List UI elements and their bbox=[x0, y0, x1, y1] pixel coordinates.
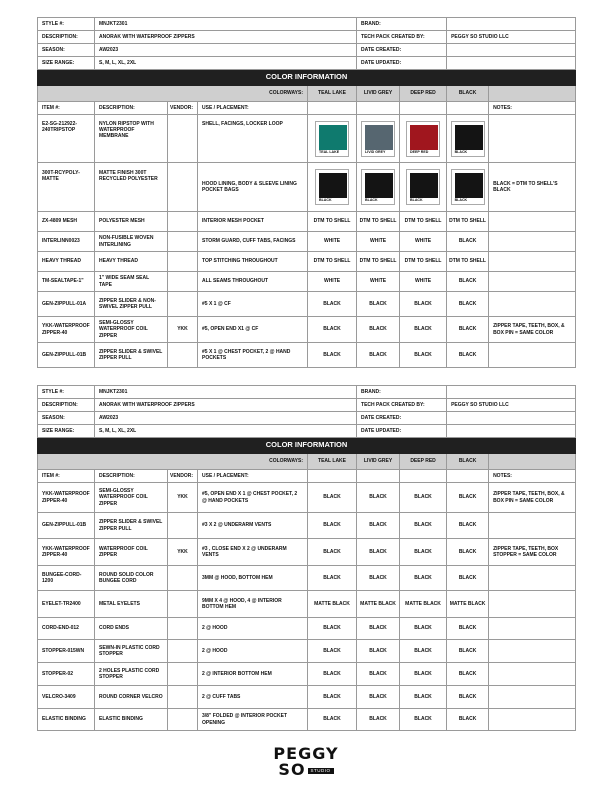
swatch-cell bbox=[400, 163, 447, 212]
use-cell: 2 @ CUFF TABS bbox=[198, 686, 308, 709]
style-label: STYLE #: bbox=[38, 386, 95, 399]
table-row bbox=[38, 317, 576, 343]
colorway-teal-lake: TEAL LAKE bbox=[308, 454, 357, 470]
use-cell: ALL SEAMS THROUGHOUT bbox=[198, 272, 308, 292]
color-cell: DTM TO SHELL bbox=[447, 212, 489, 232]
color-cell: BLACK bbox=[447, 539, 489, 566]
description-cell: 1" WIDE SEAM SEAL TAPE bbox=[95, 272, 168, 292]
color-cell: BLACK bbox=[357, 566, 400, 591]
color-information-banner: COLOR INFORMATION bbox=[38, 438, 576, 454]
item-cell: YKK-WATERPROOF ZIPPER-40 bbox=[38, 317, 95, 343]
color-cell: BLACK bbox=[400, 663, 447, 686]
item-cell: STOPPER-015WN bbox=[38, 640, 95, 663]
swatch-label: DEEP RED bbox=[410, 149, 429, 154]
color-cell: WHITE bbox=[357, 232, 400, 252]
color-cell: BLACK bbox=[357, 618, 400, 640]
date-updated-label: DATE UPDATED: bbox=[357, 425, 447, 438]
table-row bbox=[38, 212, 576, 232]
table-row bbox=[38, 232, 576, 252]
colorway-blank bbox=[489, 86, 576, 102]
use-cell: #5, OPEN END X 1 @ CHEST POCKET, 2 @ HAND POCKETS bbox=[198, 483, 308, 513]
notes-cell bbox=[489, 272, 576, 292]
vendor-cell bbox=[168, 163, 198, 212]
color-cell: BLACK bbox=[447, 317, 489, 343]
color-cell: BLACK bbox=[447, 709, 489, 731]
vendor-cell bbox=[168, 212, 198, 232]
notes-cell bbox=[489, 709, 576, 731]
vendor-cell bbox=[168, 232, 198, 252]
date-updated-label: DATE UPDATED: bbox=[357, 57, 447, 70]
swatch-cell bbox=[447, 163, 489, 212]
notes-cell bbox=[489, 212, 576, 232]
notes-cell bbox=[489, 252, 576, 272]
use-cell: TOP STITCHING THROUGHOUT bbox=[198, 252, 308, 272]
description-value: ANORAK WITH WATERPROOF ZIPPERS bbox=[95, 31, 357, 44]
color-cell: BLACK bbox=[400, 566, 447, 591]
color-cell: DTM TO SHELL bbox=[400, 252, 447, 272]
created-by-value: PEGGY SO STUDIO LLC bbox=[447, 31, 576, 44]
item-cell: YKK-WATERPROOF ZIPPER-40 bbox=[38, 539, 95, 566]
date-updated-value bbox=[447, 425, 576, 438]
notes-cell: BLACK = DTM TO SHELL'S BLACK bbox=[489, 163, 576, 212]
item-cell: VELCRO-3409 bbox=[38, 686, 95, 709]
use-cell: SHELL, FACINGS, LOCKER LOOP bbox=[198, 115, 308, 163]
color-cell: DTM TO SHELL bbox=[357, 252, 400, 272]
colorways-label: COLORWAYS: bbox=[38, 86, 308, 102]
date-created-value bbox=[447, 412, 576, 425]
color-cell: DTM TO SHELL bbox=[308, 252, 357, 272]
table-row bbox=[38, 272, 576, 292]
description-cell: MATTE FINISH 300T RECYCLED POLYESTER bbox=[95, 163, 168, 212]
notes-cell bbox=[489, 686, 576, 709]
use-cell: 2 @ INTERIOR BOTTOM HEM bbox=[198, 663, 308, 686]
use-cell: 3MM @ HOOD, BOTTOM HEM bbox=[198, 566, 308, 591]
created-by-label: TECH PACK CREATED BY: bbox=[357, 31, 447, 44]
use-cell: #3 , CLOSE END X 2 @ UNDERARM VENTS bbox=[198, 539, 308, 566]
color-cell: WHITE bbox=[400, 272, 447, 292]
table-row bbox=[38, 591, 576, 618]
peggy-so-studio-logo bbox=[0, 746, 612, 780]
description-cell: ROUND CORNER VELCRO bbox=[95, 686, 168, 709]
description-value: ANORAK WITH WATERPROOF ZIPPERS bbox=[95, 399, 357, 412]
table-row bbox=[38, 115, 576, 163]
color-cell: BLACK bbox=[400, 709, 447, 731]
fabric-swatch bbox=[406, 121, 440, 157]
color-cell: BLACK bbox=[308, 539, 357, 566]
colorway-deep-red: DEEP RED bbox=[400, 86, 447, 102]
description-cell: NON-FUSIBLE WOVEN INTERLINING bbox=[95, 232, 168, 252]
color-cell: BLACK bbox=[357, 709, 400, 731]
color-cell: WHITE bbox=[357, 272, 400, 292]
color-cell: BLACK bbox=[447, 663, 489, 686]
vendor-column-header: VENDOR: bbox=[168, 102, 198, 115]
use-cell: 9MM X 4 @ HOOD, 4 @ INTERIOR BOTTOM HEM bbox=[198, 591, 308, 618]
description-cell: 2 HOLES PLASTIC CORD STOPPER bbox=[95, 663, 168, 686]
season-value: AW2023 bbox=[95, 412, 357, 425]
notes-column-header: NOTES: bbox=[489, 470, 576, 483]
color-cell: BLACK bbox=[308, 686, 357, 709]
color-cell: BLACK bbox=[400, 483, 447, 513]
fabric-swatch bbox=[315, 121, 349, 157]
color-cell: BLACK bbox=[447, 292, 489, 317]
logo-line-2: SO bbox=[278, 760, 306, 779]
vendor-cell bbox=[168, 343, 198, 368]
color-cell: BLACK bbox=[400, 292, 447, 317]
item-cell: GEN-ZIPPULL-01B bbox=[38, 513, 95, 539]
vendor-cell bbox=[168, 513, 198, 539]
notes-cell bbox=[489, 513, 576, 539]
created-by-value: PEGGY SO STUDIO LLC bbox=[447, 399, 576, 412]
description-cell: NYLON RIPSTOP WITH WATERPROOF MEMBRANE bbox=[95, 115, 168, 163]
color-cell: BLACK bbox=[400, 640, 447, 663]
description-cell: SEMI-GLOSSY WATERPROOF COIL ZIPPER bbox=[95, 483, 168, 513]
season-label: SEASON: bbox=[38, 412, 95, 425]
color-cell: BLACK bbox=[308, 483, 357, 513]
season-value: AW2023 bbox=[95, 44, 357, 57]
description-cell: CORD ENDS bbox=[95, 618, 168, 640]
swatch-cell bbox=[400, 115, 447, 163]
notes-cell: ZIPPER TAPE, TEETH, BOX, & BOX PIN = SAME COLOR bbox=[489, 317, 576, 343]
color-cell: BLACK bbox=[357, 663, 400, 686]
notes-cell bbox=[489, 663, 576, 686]
fabric-swatch bbox=[361, 169, 395, 205]
fabric-swatch bbox=[361, 121, 395, 157]
color-cell: DTM TO SHELL bbox=[447, 252, 489, 272]
table-row bbox=[38, 709, 576, 731]
colorway-teal-lake: TEAL LAKE bbox=[308, 86, 357, 102]
color-information-banner: COLOR INFORMATION bbox=[38, 70, 576, 86]
notes-cell bbox=[489, 232, 576, 252]
size-range-value: S, M, L, XL, 2XL bbox=[95, 425, 357, 438]
item-cell: HEAVY THREAD bbox=[38, 252, 95, 272]
description-cell: SEMI-GLOSSY WATERPROOF COIL ZIPPER bbox=[95, 317, 168, 343]
description-cell: ZIPPER SLIDER & NON-SWIVEL ZIPPER PULL bbox=[95, 292, 168, 317]
color-cell: BLACK bbox=[308, 343, 357, 368]
description-cell: ELASTIC BINDING bbox=[95, 709, 168, 731]
use-cell: STORM GUARD, CUFF TABS, FACINGS bbox=[198, 232, 308, 252]
color-cell: BLACK bbox=[447, 483, 489, 513]
colorways-label: COLORWAYS: bbox=[38, 454, 308, 470]
size-range-label: SIZE RANGE: bbox=[38, 425, 95, 438]
table-row bbox=[38, 343, 576, 368]
color-cell: DTM TO SHELL bbox=[308, 212, 357, 232]
colorway-livid-grey: LIVID GREY bbox=[357, 86, 400, 102]
description-cell: ZIPPER SLIDER & SWIVEL ZIPPER PULL bbox=[95, 343, 168, 368]
table-row bbox=[38, 539, 576, 566]
table-row bbox=[38, 163, 576, 212]
created-by-label: TECH PACK CREATED BY: bbox=[357, 399, 447, 412]
notes-cell: ZIPPER TAPE, TEETH, BOX STOPPER = SAME COLOR bbox=[489, 539, 576, 566]
vendor-cell bbox=[168, 115, 198, 163]
table-row bbox=[38, 292, 576, 317]
description-column-header: DESCRIPTION: bbox=[95, 470, 168, 483]
color-cell: BLACK bbox=[308, 317, 357, 343]
color-cell: BLACK bbox=[357, 640, 400, 663]
description-cell: HEAVY THREAD bbox=[95, 252, 168, 272]
table-row bbox=[38, 252, 576, 272]
brand-value bbox=[447, 18, 576, 31]
color-cell: MATTE BLACK bbox=[308, 591, 357, 618]
swatch-cell bbox=[447, 115, 489, 163]
item-cell: ZX-4809 MESH bbox=[38, 212, 95, 232]
description-cell: METAL EYELETS bbox=[95, 591, 168, 618]
color-cell: BLACK bbox=[447, 566, 489, 591]
table-row bbox=[38, 686, 576, 709]
use-cell: INTERIOR MESH POCKET bbox=[198, 212, 308, 232]
size-range-value: S, M, L, XL, 2XL bbox=[95, 57, 357, 70]
description-cell: POLYESTER MESH bbox=[95, 212, 168, 232]
color-cell: BLACK bbox=[308, 663, 357, 686]
color-cell: BLACK bbox=[357, 343, 400, 368]
colorway-black: BLACK bbox=[447, 86, 489, 102]
swatch-label: BLACK bbox=[454, 198, 468, 202]
date-created-label: DATE CREATED: bbox=[357, 412, 447, 425]
color-cell: BLACK bbox=[400, 618, 447, 640]
color-cell: BLACK bbox=[357, 317, 400, 343]
table-row bbox=[38, 483, 576, 513]
notes-cell bbox=[489, 640, 576, 663]
season-label: SEASON: bbox=[38, 44, 95, 57]
color-cell: BLACK bbox=[308, 513, 357, 539]
notes-cell bbox=[489, 115, 576, 163]
trim-rows bbox=[38, 212, 576, 368]
vendor-cell bbox=[168, 591, 198, 618]
use-cell: #5 X 1 @ CHEST POCKET, 2 @ HAND POCKETS bbox=[198, 343, 308, 368]
table-row bbox=[38, 618, 576, 640]
trim-rows bbox=[38, 483, 576, 731]
swatch-label: BLACK bbox=[365, 198, 378, 202]
color-cell: BLACK bbox=[447, 640, 489, 663]
notes-cell bbox=[489, 292, 576, 317]
description-cell: SEWN-IN PLASTIC CORD STOPPER bbox=[95, 640, 168, 663]
color-cell: BLACK bbox=[400, 343, 447, 368]
description-column-header: DESCRIPTION: bbox=[95, 102, 168, 115]
description-label: DESCRIPTION: bbox=[38, 399, 95, 412]
color-cell: BLACK bbox=[447, 513, 489, 539]
vendor-cell bbox=[168, 566, 198, 591]
color-cell: BLACK bbox=[447, 618, 489, 640]
notes-cell: ZIPPER TAPE, TEETH, BOX, & BOX PIN = SAME COLOR bbox=[489, 483, 576, 513]
table-row bbox=[38, 663, 576, 686]
logo-tag: STUDIO bbox=[308, 768, 334, 774]
color-cell: WHITE bbox=[400, 232, 447, 252]
use-column-header: USE / PLACEMENT: bbox=[198, 470, 308, 483]
table-row bbox=[38, 566, 576, 591]
vendor-cell bbox=[168, 618, 198, 640]
use-cell: 2 @ HOOD bbox=[198, 618, 308, 640]
notes-cell bbox=[489, 343, 576, 368]
vendor-cell bbox=[168, 640, 198, 663]
color-cell: BLACK bbox=[357, 513, 400, 539]
date-created-value bbox=[447, 44, 576, 57]
vendor-cell bbox=[168, 663, 198, 686]
date-created-label: DATE CREATED: bbox=[357, 44, 447, 57]
swatch-label: BLACK bbox=[410, 198, 423, 202]
vendor-cell bbox=[168, 686, 198, 709]
swatch-rows bbox=[38, 115, 576, 212]
fabric-swatch bbox=[451, 169, 485, 205]
brand-label: BRAND: bbox=[357, 386, 447, 399]
item-cell: CORD-END-012 bbox=[38, 618, 95, 640]
description-cell: WATERPROOF COIL ZIPPER bbox=[95, 539, 168, 566]
brand-label: BRAND: bbox=[357, 18, 447, 31]
colorway-livid-grey: LIVID GREY bbox=[357, 454, 400, 470]
use-cell: #5 X 1 @ CF bbox=[198, 292, 308, 317]
fabric-swatch bbox=[406, 169, 440, 205]
logo-line-1: PEGGY bbox=[273, 744, 339, 763]
description-cell: ROUND SOLID COLOR BUNGEE CORD bbox=[95, 566, 168, 591]
color-cell: BLACK bbox=[400, 539, 447, 566]
color-cell: BLACK bbox=[447, 232, 489, 252]
color-cell: BLACK bbox=[308, 709, 357, 731]
swatch-label: TEAL LAKE bbox=[319, 149, 340, 154]
item-cell: EYELET-TR2400 bbox=[38, 591, 95, 618]
color-cell: BLACK bbox=[400, 513, 447, 539]
vendor-cell bbox=[168, 272, 198, 292]
color-cell: BLACK bbox=[357, 292, 400, 317]
color-cell: BLACK bbox=[447, 272, 489, 292]
use-cell: #5, OPEN END X1 @ CF bbox=[198, 317, 308, 343]
item-column-header: ITEM #: bbox=[38, 102, 95, 115]
color-cell: BLACK bbox=[400, 317, 447, 343]
vendor-cell: YKK bbox=[168, 483, 198, 513]
vendor-cell: YKK bbox=[168, 317, 198, 343]
color-cell: DTM TO SHELL bbox=[357, 212, 400, 232]
swatch-label: BLACK bbox=[454, 149, 468, 154]
notes-cell bbox=[489, 618, 576, 640]
vendor-cell: YKK bbox=[168, 539, 198, 566]
swatch-label: LIVID GREY bbox=[365, 149, 386, 154]
use-cell: 3/8" FOLDED @ INTERIOR POCKET OPENING bbox=[198, 709, 308, 731]
style-value: MNJKT2301 bbox=[95, 386, 357, 399]
color-cell: BLACK bbox=[447, 686, 489, 709]
item-cell: GEN-ZIPPULL-01A bbox=[38, 292, 95, 317]
vendor-cell bbox=[168, 709, 198, 731]
color-cell: WHITE bbox=[308, 272, 357, 292]
use-cell: 2 @ HOOD bbox=[198, 640, 308, 663]
fabric-swatch bbox=[315, 169, 349, 205]
item-cell: E2-SG-212922-240TRIPSTOP bbox=[38, 115, 95, 163]
swatch-cell bbox=[357, 163, 400, 212]
description-cell: ZIPPER SLIDER & SWIVEL ZIPPER PULL bbox=[95, 513, 168, 539]
color-cell: BLACK bbox=[357, 686, 400, 709]
date-updated-value bbox=[447, 57, 576, 70]
vendor-column-header: VENDOR: bbox=[168, 470, 198, 483]
color-cell: BLACK bbox=[308, 292, 357, 317]
item-cell: TM-SEALTAPE-1" bbox=[38, 272, 95, 292]
color-cell: MATTE BLACK bbox=[447, 591, 489, 618]
use-cell: #3 X 2 @ UNDERARM VENTS bbox=[198, 513, 308, 539]
color-cell: BLACK bbox=[308, 640, 357, 663]
color-cell: BLACK bbox=[400, 686, 447, 709]
style-value: MNJKT2301 bbox=[95, 18, 357, 31]
item-column-header: ITEM #: bbox=[38, 470, 95, 483]
item-cell: INTERLINN0023 bbox=[38, 232, 95, 252]
swatch-cell bbox=[308, 115, 357, 163]
color-cell: WHITE bbox=[308, 232, 357, 252]
color-cell: DTM TO SHELL bbox=[400, 212, 447, 232]
swatch-cell bbox=[308, 163, 357, 212]
color-cell: BLACK bbox=[308, 566, 357, 591]
color-cell: BLACK bbox=[357, 539, 400, 566]
color-cell: BLACK bbox=[357, 483, 400, 513]
item-cell: GEN-ZIPPULL-01B bbox=[38, 343, 95, 368]
swatch-label: BLACK bbox=[319, 198, 332, 202]
header-block bbox=[38, 386, 576, 483]
header-block bbox=[38, 18, 576, 115]
colorway-blank bbox=[489, 454, 576, 470]
color-cell: MATTE BLACK bbox=[357, 591, 400, 618]
item-cell: 300T-RCYPOLY-MATTE bbox=[38, 163, 95, 212]
colorway-black: BLACK bbox=[447, 454, 489, 470]
use-cell: HOOD LINING, BODY & SLEEVE LINING POCKET BAGS bbox=[198, 163, 308, 212]
notes-column-header: NOTES: bbox=[489, 102, 576, 115]
item-cell: ELASTIC BINDING bbox=[38, 709, 95, 731]
color-cell: BLACK bbox=[308, 618, 357, 640]
tech-pack-sheet-2 bbox=[37, 385, 576, 731]
brand-value bbox=[447, 386, 576, 399]
size-range-label: SIZE RANGE: bbox=[38, 57, 95, 70]
tech-pack-sheet-1 bbox=[37, 17, 576, 368]
fabric-swatch bbox=[451, 121, 485, 157]
colorway-deep-red: DEEP RED bbox=[400, 454, 447, 470]
vendor-cell bbox=[168, 252, 198, 272]
swatch-cell bbox=[357, 115, 400, 163]
vendor-cell bbox=[168, 292, 198, 317]
item-cell: YKK-WATERPROOF ZIPPER-40 bbox=[38, 483, 95, 513]
description-label: DESCRIPTION: bbox=[38, 31, 95, 44]
style-label: STYLE #: bbox=[38, 18, 95, 31]
use-column-header: USE / PLACEMENT: bbox=[198, 102, 308, 115]
table-row bbox=[38, 513, 576, 539]
item-cell: STOPPER-02 bbox=[38, 663, 95, 686]
color-cell: MATTE BLACK bbox=[400, 591, 447, 618]
color-cell: BLACK bbox=[447, 343, 489, 368]
item-cell: BUNGEE-CORD-1200 bbox=[38, 566, 95, 591]
notes-cell bbox=[489, 566, 576, 591]
table-row bbox=[38, 640, 576, 663]
notes-cell bbox=[489, 591, 576, 618]
